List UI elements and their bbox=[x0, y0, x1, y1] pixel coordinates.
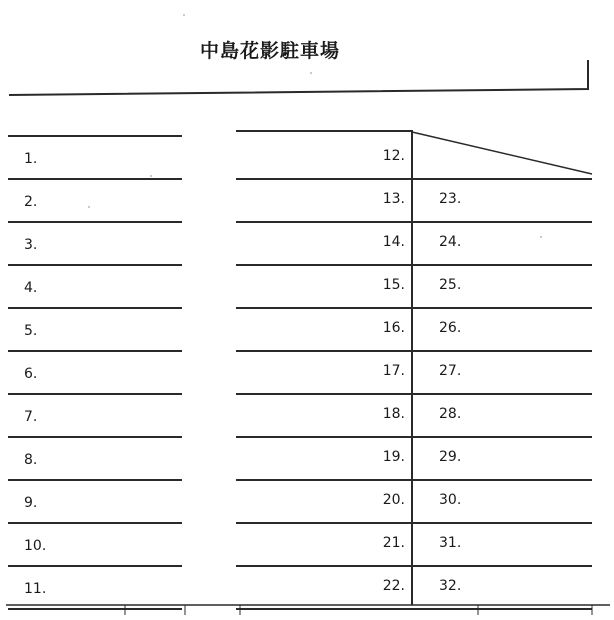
middle-row-separator bbox=[236, 565, 592, 567]
left-row-separator bbox=[8, 522, 182, 524]
parking-slot-label: 6. bbox=[24, 366, 38, 382]
left-row-separator bbox=[8, 307, 182, 309]
middle-row-separator bbox=[236, 221, 592, 223]
parking-slot-label: 2. bbox=[24, 194, 38, 210]
parking-slot-label: 19. bbox=[382, 449, 405, 465]
parking-slot-label: 25. bbox=[439, 277, 462, 293]
parking-slot-label: 21. bbox=[382, 535, 405, 551]
parking-slot-label: 28. bbox=[439, 406, 462, 422]
parking-slot-label: 11. bbox=[24, 581, 47, 597]
column-divider bbox=[411, 130, 413, 605]
page-title: 中島花影駐車場 bbox=[199, 40, 340, 62]
parking-slot-label: 18. bbox=[382, 406, 405, 422]
parking-slot-label: 14. bbox=[382, 234, 405, 250]
parking-slot-label: 26. bbox=[439, 320, 462, 336]
left-row-separator bbox=[8, 608, 182, 610]
parking-slot-label: 9. bbox=[24, 495, 38, 511]
left-row-separator bbox=[8, 264, 182, 266]
middle-row-separator bbox=[236, 307, 592, 309]
parking-slot-label: 10. bbox=[24, 538, 47, 554]
middle-row-separator bbox=[236, 436, 592, 438]
parking-slot-label: 24. bbox=[439, 234, 462, 250]
middle-row-separator bbox=[236, 608, 592, 610]
left-row-separator bbox=[8, 221, 182, 223]
middle-row-separator bbox=[236, 522, 592, 524]
parking-slot-label: 7. bbox=[24, 409, 38, 425]
parking-slot-label: 32. bbox=[439, 578, 462, 594]
left-row-separator bbox=[8, 393, 182, 395]
parking-slot-label: 30. bbox=[439, 492, 462, 508]
middle-row-separator bbox=[236, 393, 592, 395]
parking-slot-label: 22. bbox=[382, 578, 405, 594]
parking-slot-label: 31. bbox=[439, 535, 462, 551]
left-row-separator bbox=[8, 565, 182, 567]
left-row-top-line bbox=[8, 135, 182, 137]
parking-slot-label: 1. bbox=[24, 151, 38, 167]
left-row-separator bbox=[8, 178, 182, 180]
parking-slot-label: 16. bbox=[382, 320, 405, 336]
middle-row-separator bbox=[236, 264, 592, 266]
left-row-separator bbox=[8, 350, 182, 352]
parking-slot-label: 8. bbox=[24, 452, 38, 468]
parking-slot-label: 29. bbox=[439, 449, 462, 465]
middle-row-separator bbox=[236, 178, 592, 180]
parking-slot-label: 15. bbox=[382, 277, 405, 293]
parking-slot-label: 13. bbox=[382, 191, 405, 207]
parking-slot-label: 12. bbox=[382, 148, 405, 164]
parking-slot-label: 5. bbox=[24, 323, 38, 339]
parking-slot-label: 20. bbox=[382, 492, 405, 508]
parking-slot-label: 17. bbox=[382, 363, 405, 379]
middle-row-separator bbox=[236, 479, 592, 481]
slot-12-diagonal bbox=[412, 132, 592, 174]
parking-slot-label: 4. bbox=[24, 280, 38, 296]
left-row-separator bbox=[8, 479, 182, 481]
parking-slot-label: 27. bbox=[439, 363, 462, 379]
left-row-separator bbox=[8, 436, 182, 438]
middle-row-top-line bbox=[236, 130, 412, 132]
parking-slot-label: 3. bbox=[24, 237, 38, 253]
middle-row-separator bbox=[236, 350, 592, 352]
parking-slot-label: 23. bbox=[439, 191, 462, 207]
